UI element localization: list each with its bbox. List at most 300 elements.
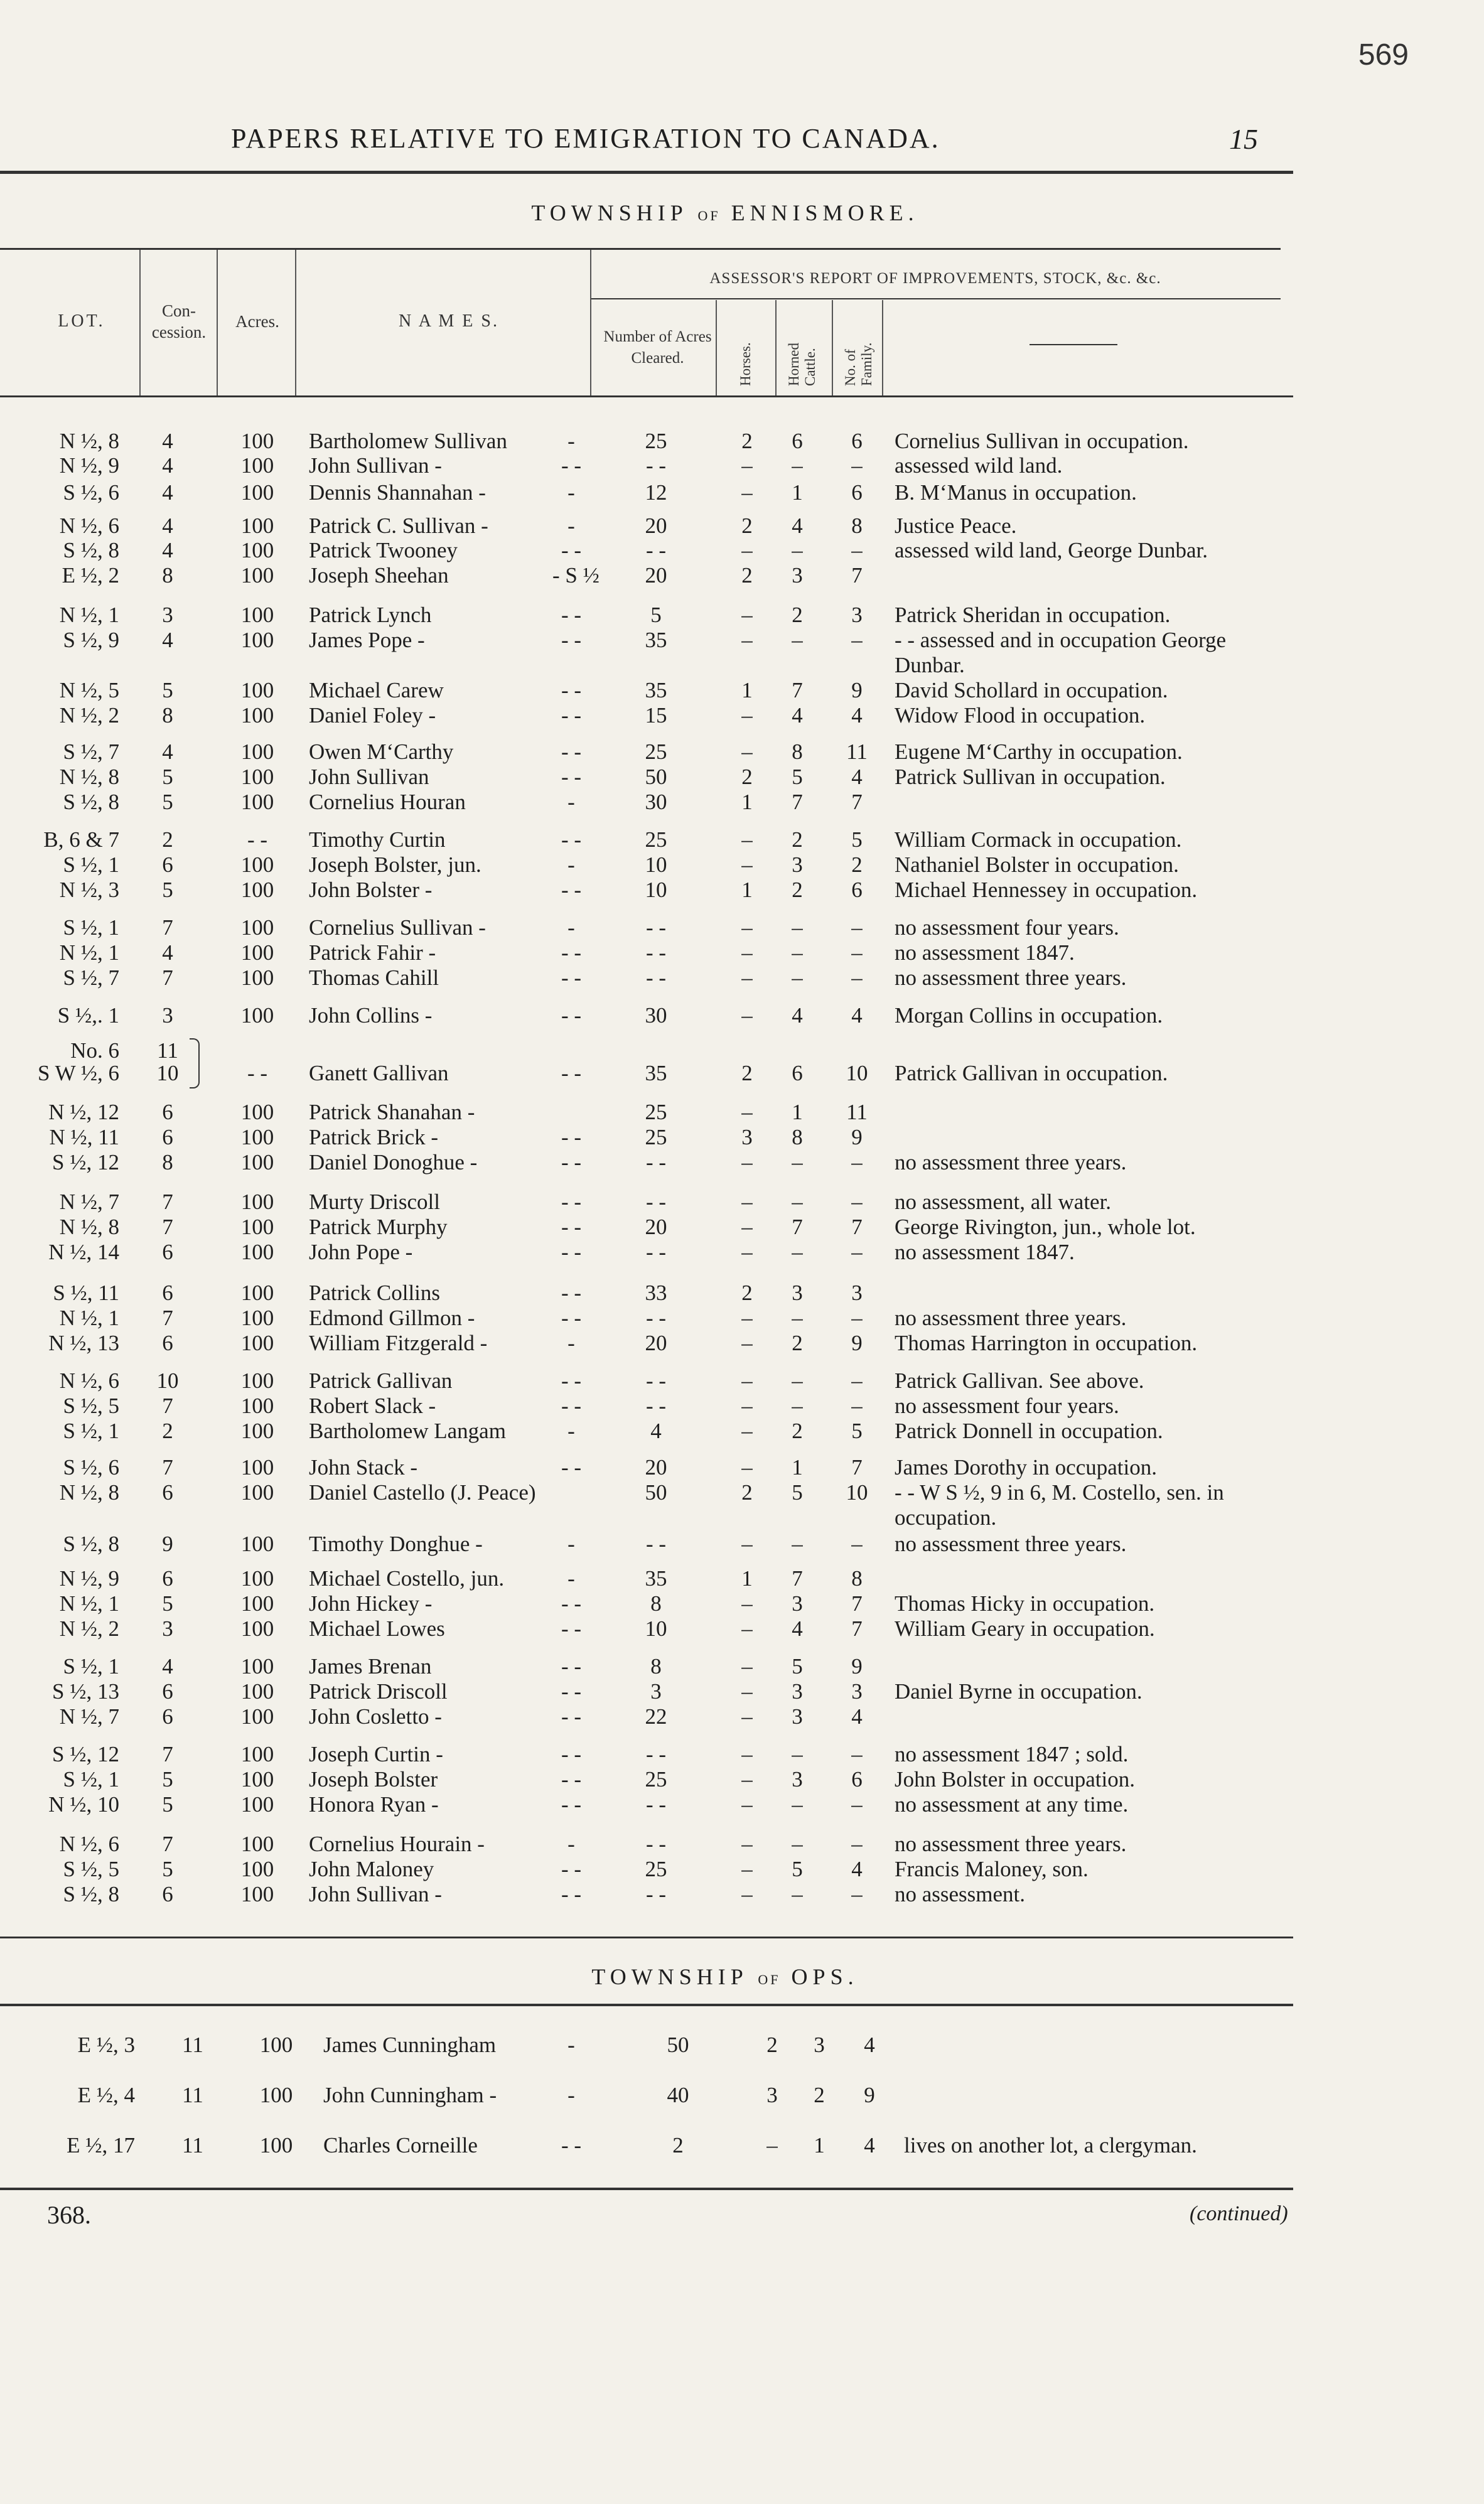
cell-family: 6 [851, 1767, 863, 1792]
table-row [0, 1532, 1484, 1557]
cell-family: 10 [846, 1480, 868, 1505]
cell-name: Cornelius Sullivan - [309, 915, 486, 940]
cell-dash: - - [561, 678, 582, 702]
table-row [0, 1215, 1484, 1240]
cell-cattle: 2 [792, 878, 803, 902]
cell-cattle: – [792, 1394, 803, 1418]
cell-dash: - [567, 429, 575, 453]
cell-family: – [851, 1190, 863, 1214]
table-row [0, 827, 1484, 852]
cell-acres: 100 [240, 940, 274, 965]
cell-name: John Sullivan - [309, 453, 442, 478]
cell-dash: - - [561, 1306, 582, 1330]
cell-name: Patrick Twooney [309, 538, 458, 562]
cell-name: Joseph Sheehan [309, 563, 449, 588]
cell-cleared: - - [645, 1150, 667, 1174]
cell-cleared: - - [645, 1832, 667, 1856]
cell-name: John Hickey - [309, 1591, 433, 1616]
cell-con: 7 [162, 1394, 173, 1418]
cell-lot: N ½, 5 [59, 678, 119, 702]
cell-family: 7 [851, 563, 863, 588]
cell-family: 9 [851, 678, 863, 702]
cell-lot: S W ½, 6 [38, 1061, 119, 1085]
cell-remarks: Nathaniel Bolster in occupation. [895, 852, 1179, 877]
cell-name: Edmond Gillmon - [309, 1306, 475, 1330]
cell-acres: - - [247, 1061, 268, 1085]
cell-acres: 100 [240, 1455, 274, 1480]
cell-cleared: 30 [645, 790, 667, 814]
cell-cattle: – [792, 538, 803, 562]
cell-cleared: 50 [645, 1480, 667, 1505]
table-row [0, 852, 1484, 878]
col-divider [882, 300, 883, 395]
cell-acres: 100 [240, 603, 274, 627]
table-row [0, 1240, 1484, 1265]
cell-name: Daniel Donoghue - [309, 1150, 478, 1174]
cell-cattle: 2 [792, 1331, 803, 1355]
col-divider [716, 300, 717, 395]
table-row [0, 1061, 1484, 1086]
table-row [0, 628, 1484, 677]
cell-lot: S ½, 12 [52, 1742, 119, 1766]
cell-family: 5 [851, 827, 863, 852]
cell-horses: – [741, 1240, 753, 1264]
continued-note: (continued) [1190, 2202, 1288, 2225]
cell-remarks: John Bolster in occupation. [895, 1767, 1136, 1792]
cell-remarks: James Dorothy in occupation. [895, 1455, 1157, 1480]
cell-dash: - [567, 790, 575, 814]
cell-lot: S ½, 5 [63, 1394, 119, 1418]
cell-con: 5 [162, 1792, 173, 1817]
cell-family: 4 [851, 765, 863, 789]
cell-cattle: 2 [792, 827, 803, 852]
cell-cleared: 25 [645, 1857, 667, 1881]
cell-cattle: 4 [792, 703, 803, 728]
cell-horses: – [766, 2133, 778, 2157]
cell-lot: S ½, 6 [63, 480, 119, 505]
table-row [0, 1331, 1484, 1356]
concession-brace [190, 1038, 200, 1088]
cell-remarks: no assessment three years. [895, 1306, 1127, 1330]
cell-name: John Maloney [309, 1857, 434, 1881]
cell-lot: S ½, 1 [63, 1654, 119, 1679]
table-row [0, 1480, 1484, 1530]
cell-remarks: Michael Hennessey in occupation. [895, 878, 1198, 902]
cell-cleared: 20 [645, 1331, 667, 1355]
cell-cleared: 25 [645, 1767, 667, 1792]
cell-horses: – [741, 1100, 753, 1124]
cell-cleared: 10 [645, 852, 667, 877]
cell-family: – [851, 1150, 863, 1174]
cell-acres: 100 [240, 1215, 274, 1239]
cell-horses: – [741, 1419, 753, 1443]
cell-acres: 100 [240, 513, 274, 538]
cell-cattle: 3 [792, 1767, 803, 1792]
cell-remarks: Eugene M‘Carthy in occupation. [895, 739, 1183, 764]
cell-lot: E ½, 2 [62, 563, 119, 588]
cell-cleared: - - [645, 1368, 667, 1393]
header-bottom-rule [0, 395, 1293, 397]
cell-remarks: no assessment three years. [895, 1832, 1127, 1856]
ops-top-rule [0, 2004, 1293, 2006]
cell-dash: - - [561, 765, 582, 789]
cell-name: John Bolster - [309, 878, 433, 902]
cell-dash: - - [561, 1654, 582, 1679]
cell-con: 7 [162, 1455, 173, 1480]
cell-family: 6 [851, 878, 863, 902]
cell-name: Michael Lowes [309, 1616, 445, 1641]
cell-dash: - [567, 2083, 575, 2107]
table-row [0, 1150, 1484, 1175]
table-row [0, 480, 1484, 505]
cell-acres: 100 [240, 1704, 274, 1729]
col-divider [775, 300, 777, 395]
cell-name: Bartholomew Langam [309, 1419, 506, 1443]
cell-name: Patrick Lynch [309, 603, 432, 627]
cell-remarks: - - assessed and in occupation George Dunbar. [895, 628, 1227, 677]
cell-lot: S ½, 5 [63, 1857, 119, 1881]
cell-lot: S ½, 1 [63, 915, 119, 940]
cell-dash: - [567, 480, 575, 505]
cell-lot: S ½, 9 [63, 628, 119, 652]
cell-dash: - - [561, 1281, 582, 1305]
cell-cleared: 35 [645, 678, 667, 702]
cell-dash: - - [561, 1455, 582, 1480]
cell-lot: N ½, 11 [49, 1125, 119, 1149]
cell-lot: N ½, 6 [59, 1832, 119, 1856]
table-row [0, 513, 1484, 539]
table-row [0, 1455, 1484, 1480]
cell-cleared: 20 [645, 1455, 667, 1480]
cell-name: Patrick Gallivan [309, 1368, 453, 1393]
cell-remarks: no assessment. [895, 1882, 1026, 1906]
cell-family: 4 [864, 2133, 875, 2157]
cell-con: 11 [182, 2033, 203, 2057]
cell-cattle: – [792, 965, 803, 990]
table-row [0, 739, 1484, 765]
header-top-rule [0, 248, 1281, 250]
cell-horses: – [741, 603, 753, 627]
cell-horses: – [741, 1792, 753, 1817]
table-row [0, 965, 1484, 991]
cell-horses: – [741, 703, 753, 728]
cell-acres: 100 [240, 1566, 274, 1591]
cell-con: 9 [162, 1532, 173, 1556]
cell-cattle: – [792, 1532, 803, 1556]
cell-cattle: 1 [792, 1100, 803, 1124]
cell-dash: - - [561, 1767, 582, 1792]
cell-con: 7 [162, 1306, 173, 1330]
cell-family: 9 [851, 1654, 863, 1679]
cell-con: 6 [162, 1100, 173, 1124]
cell-remarks: no assessment 1847. [895, 1240, 1075, 1264]
cell-horses: – [741, 1857, 753, 1881]
table-row [0, 429, 1484, 454]
cell-horses: – [741, 827, 753, 852]
cell-horses: 1 [741, 678, 753, 702]
table-row [0, 1857, 1484, 1882]
cell-name: Timothy Donghue - [309, 1532, 483, 1556]
table-row [0, 563, 1484, 588]
assessor-rule [590, 298, 1281, 299]
cell-acres: - - [247, 827, 268, 852]
cell-cattle: 3 [792, 1591, 803, 1616]
cell-family: 3 [851, 603, 863, 627]
cell-dash: - - [561, 1394, 582, 1418]
cell-cattle: – [792, 1792, 803, 1817]
cell-cattle: 3 [792, 563, 803, 588]
cell-cattle: 3 [792, 852, 803, 877]
table-row [0, 1368, 1484, 1394]
col-divider [832, 300, 833, 395]
cell-dash: - - [561, 1882, 582, 1906]
cell-dash: - - [561, 2133, 582, 2157]
cell-cleared: - - [645, 1306, 667, 1330]
cell-family: – [851, 1742, 863, 1766]
cell-cattle: 4 [792, 1616, 803, 1641]
cell-horses: 2 [741, 1281, 753, 1305]
cell-horses: – [741, 852, 753, 877]
header-concession: Con- cession. [151, 301, 207, 341]
cell-lot: N ½, 3 [59, 878, 119, 902]
cell-horses: 1 [741, 1566, 753, 1591]
cell-con: 3 [162, 1003, 173, 1028]
cell-lot: S ½, 8 [63, 538, 119, 562]
cell-con: 7 [162, 1832, 173, 1856]
cell-cleared: 15 [645, 703, 667, 728]
header-assessor: ASSESSOR'S REPORT OF IMPROVEMENTS, STOCK, &c. &c. [709, 270, 1161, 287]
cell-horses: – [741, 1679, 753, 1704]
page-number: 569 [1358, 38, 1409, 72]
cell-horses: 2 [741, 563, 753, 588]
cell-name: John Cosletto - [309, 1704, 442, 1729]
cell-remarks: Patrick Gallivan. See above. [895, 1368, 1144, 1393]
cell-cleared: 20 [645, 1215, 667, 1239]
cell-name: James Cunningham [323, 2033, 497, 2057]
cell-acres: 100 [240, 1616, 274, 1641]
cell-acres: 100 [240, 429, 274, 453]
cell-lot: No. 6 [70, 1038, 119, 1063]
cell-remarks: William Geary in occupation. [895, 1616, 1155, 1641]
cell-dash: - [567, 513, 575, 538]
cell-remarks: Widow Flood in occupation. [895, 703, 1146, 728]
cell-family: 8 [851, 1566, 863, 1591]
cell-cleared: - - [645, 1742, 667, 1766]
cell-dash: - - [561, 453, 582, 478]
cell-remarks: assessed wild land. [895, 453, 1063, 478]
cell-lot: S ½, 1 [63, 852, 119, 877]
cell-lot: S ½, 12 [52, 1150, 119, 1174]
cell-cattle: – [792, 628, 803, 652]
cell-lot: N ½, 8 [59, 765, 119, 789]
cell-lot: B, 6 & 7 [43, 827, 119, 852]
cell-family: 5 [851, 1419, 863, 1443]
cell-acres: 100 [240, 1281, 274, 1305]
cell-acres: 100 [240, 1125, 274, 1149]
cell-con: 4 [162, 453, 173, 478]
cell-horses: 2 [741, 1480, 753, 1505]
cell-horses: – [741, 1150, 753, 1174]
cell-con: 11 [182, 2083, 203, 2107]
cell-horses: – [741, 1394, 753, 1418]
cell-cleared: 33 [645, 1281, 667, 1305]
table-row [0, 453, 1484, 478]
cell-cattle: 2 [792, 1419, 803, 1443]
cell-family: – [851, 1532, 863, 1556]
cell-acres: 100 [240, 1368, 274, 1393]
cell-acres: 100 [240, 1306, 274, 1330]
cell-cleared: 20 [645, 513, 667, 538]
cell-lot: N ½, 7 [59, 1704, 119, 1729]
col-divider [590, 250, 591, 395]
cell-lot: N ½, 10 [48, 1792, 119, 1817]
cell-remarks: no assessment three years. [895, 1150, 1127, 1174]
cell-acres: 100 [240, 1767, 274, 1792]
cell-name: Timothy Curtin [309, 827, 446, 852]
cell-cleared: 25 [645, 827, 667, 852]
cell-horses: 2 [741, 513, 753, 538]
cell-dash: - [567, 1419, 575, 1443]
cell-con: 6 [162, 852, 173, 877]
cell-acres: 100 [240, 915, 274, 940]
cell-cattle: 7 [792, 1566, 803, 1591]
cell-acres: 100 [240, 1240, 274, 1264]
cell-cleared: 4 [650, 1419, 662, 1443]
cell-acres: 100 [240, 1419, 274, 1443]
cell-name: Cornelius Hourain - [309, 1832, 485, 1856]
cell-con: 4 [162, 628, 173, 652]
cell-horses: – [741, 1532, 753, 1556]
cell-acres: 100 [240, 790, 274, 814]
cell-acres: 100 [259, 2133, 293, 2157]
cell-acres: 100 [259, 2033, 293, 2057]
cell-con: 5 [162, 1591, 173, 1616]
table-row [0, 1767, 1484, 1792]
cell-horses: – [741, 1882, 753, 1906]
cell-family: 4 [851, 1003, 863, 1028]
cell-lot: N ½, 8 [59, 1215, 119, 1239]
cell-con: 5 [162, 1767, 173, 1792]
cell-family: – [851, 965, 863, 990]
cell-acres: 100 [240, 878, 274, 902]
cell-dash: - - [561, 1150, 582, 1174]
header-cleared: Number of Acres Cleared. [603, 328, 712, 367]
cell-acres: 100 [240, 678, 274, 702]
head-rule [0, 171, 1293, 174]
cell-family: – [851, 1832, 863, 1856]
cell-con: 7 [162, 1215, 173, 1239]
table-row [0, 1882, 1484, 1907]
cell-con: 5 [162, 765, 173, 789]
cell-horses: – [741, 1003, 753, 1028]
cell-dash: - - [561, 1190, 582, 1214]
cell-dash: - - [561, 878, 582, 902]
table-row [0, 1679, 1484, 1704]
cell-cleared: 25 [645, 429, 667, 453]
cell-lot: N ½, 9 [59, 453, 119, 478]
cell-horses: – [741, 1704, 753, 1729]
cell-family: – [851, 1394, 863, 1418]
cell-con: 10 [156, 1061, 179, 1085]
cell-remarks: - - W S ½, 9 in 6, M. Costello, sen. in occupation. [895, 1480, 1224, 1530]
ennismore-title: TOWNSHIP OF ENNISMORE. [531, 200, 919, 225]
cell-cattle: – [792, 940, 803, 965]
cell-horses: – [741, 1654, 753, 1679]
cell-cleared: 12 [645, 480, 667, 505]
cell-acres: 100 [240, 480, 274, 505]
cell-cleared: 25 [645, 739, 667, 764]
cell-con: 4 [162, 940, 173, 965]
cell-remarks: Justice Peace. [895, 513, 1017, 538]
cell-cleared: 5 [650, 603, 662, 627]
ops-title: TOWNSHIP OF OPS. [591, 1964, 859, 1989]
cell-remarks: Thomas Hicky in occupation. [895, 1591, 1155, 1616]
cell-cattle: 8 [792, 739, 803, 764]
cell-name: John Stack - [309, 1455, 418, 1480]
cell-con: 7 [162, 1190, 173, 1214]
cell-acres: 100 [240, 563, 274, 588]
cell-cleared: - - [645, 965, 667, 990]
cell-acres: 100 [240, 1792, 274, 1817]
cell-lot: N ½, 9 [59, 1566, 119, 1591]
cell-lot: S ½, 13 [52, 1679, 119, 1704]
cell-cleared: - - [645, 1532, 667, 1556]
cell-acres: 100 [240, 1190, 274, 1214]
cell-family: 4 [851, 1704, 863, 1729]
cell-cleared: 35 [645, 1061, 667, 1085]
cell-cleared: 50 [645, 765, 667, 789]
header-cattle: Horned Cattle. [786, 343, 818, 386]
cell-lot: N ½, 2 [59, 703, 119, 728]
cell-lot: N ½, 8 [59, 1480, 119, 1505]
cell-dash: - - [561, 538, 582, 562]
cell-name: James Brenan [309, 1654, 432, 1679]
cell-con: 6 [162, 1882, 173, 1906]
cell-con: 4 [162, 1654, 173, 1679]
cell-lot: S ½, 1 [63, 1419, 119, 1443]
cell-cattle: 3 [792, 1704, 803, 1729]
cell-cleared: 8 [650, 1654, 662, 1679]
cell-con: 11 [182, 2133, 203, 2157]
cell-con: 6 [162, 1240, 173, 1264]
cell-cleared: - - [645, 1190, 667, 1214]
cell-remarks: Morgan Collins in occupation. [895, 1003, 1163, 1028]
cell-cleared: - - [645, 453, 667, 478]
table-row [0, 1654, 1484, 1679]
cell-name: Honora Ryan - [309, 1792, 439, 1817]
cell-con: 6 [162, 1566, 173, 1591]
cell-cattle: – [792, 453, 803, 478]
cell-cleared: 25 [645, 1100, 667, 1124]
cell-dash: - - [561, 1679, 582, 1704]
cell-dash: - [567, 1566, 575, 1591]
cell-remarks: David Schollard in occupation. [895, 678, 1168, 702]
cell-dash: - [567, 1532, 575, 1556]
cell-cattle: 7 [792, 1215, 803, 1239]
cell-horses: – [741, 1368, 753, 1393]
cell-con: 7 [162, 965, 173, 990]
cell-cleared: 35 [645, 628, 667, 652]
cell-horses: – [741, 1742, 753, 1766]
cell-family: 4 [851, 1857, 863, 1881]
table-row [0, 1038, 1484, 1063]
table-row [0, 1832, 1484, 1857]
folio: 15 [1229, 123, 1258, 155]
cell-dash: - - [561, 965, 582, 990]
cell-family: 3 [851, 1679, 863, 1704]
table-row [0, 2083, 1484, 2108]
cell-family: – [851, 915, 863, 940]
